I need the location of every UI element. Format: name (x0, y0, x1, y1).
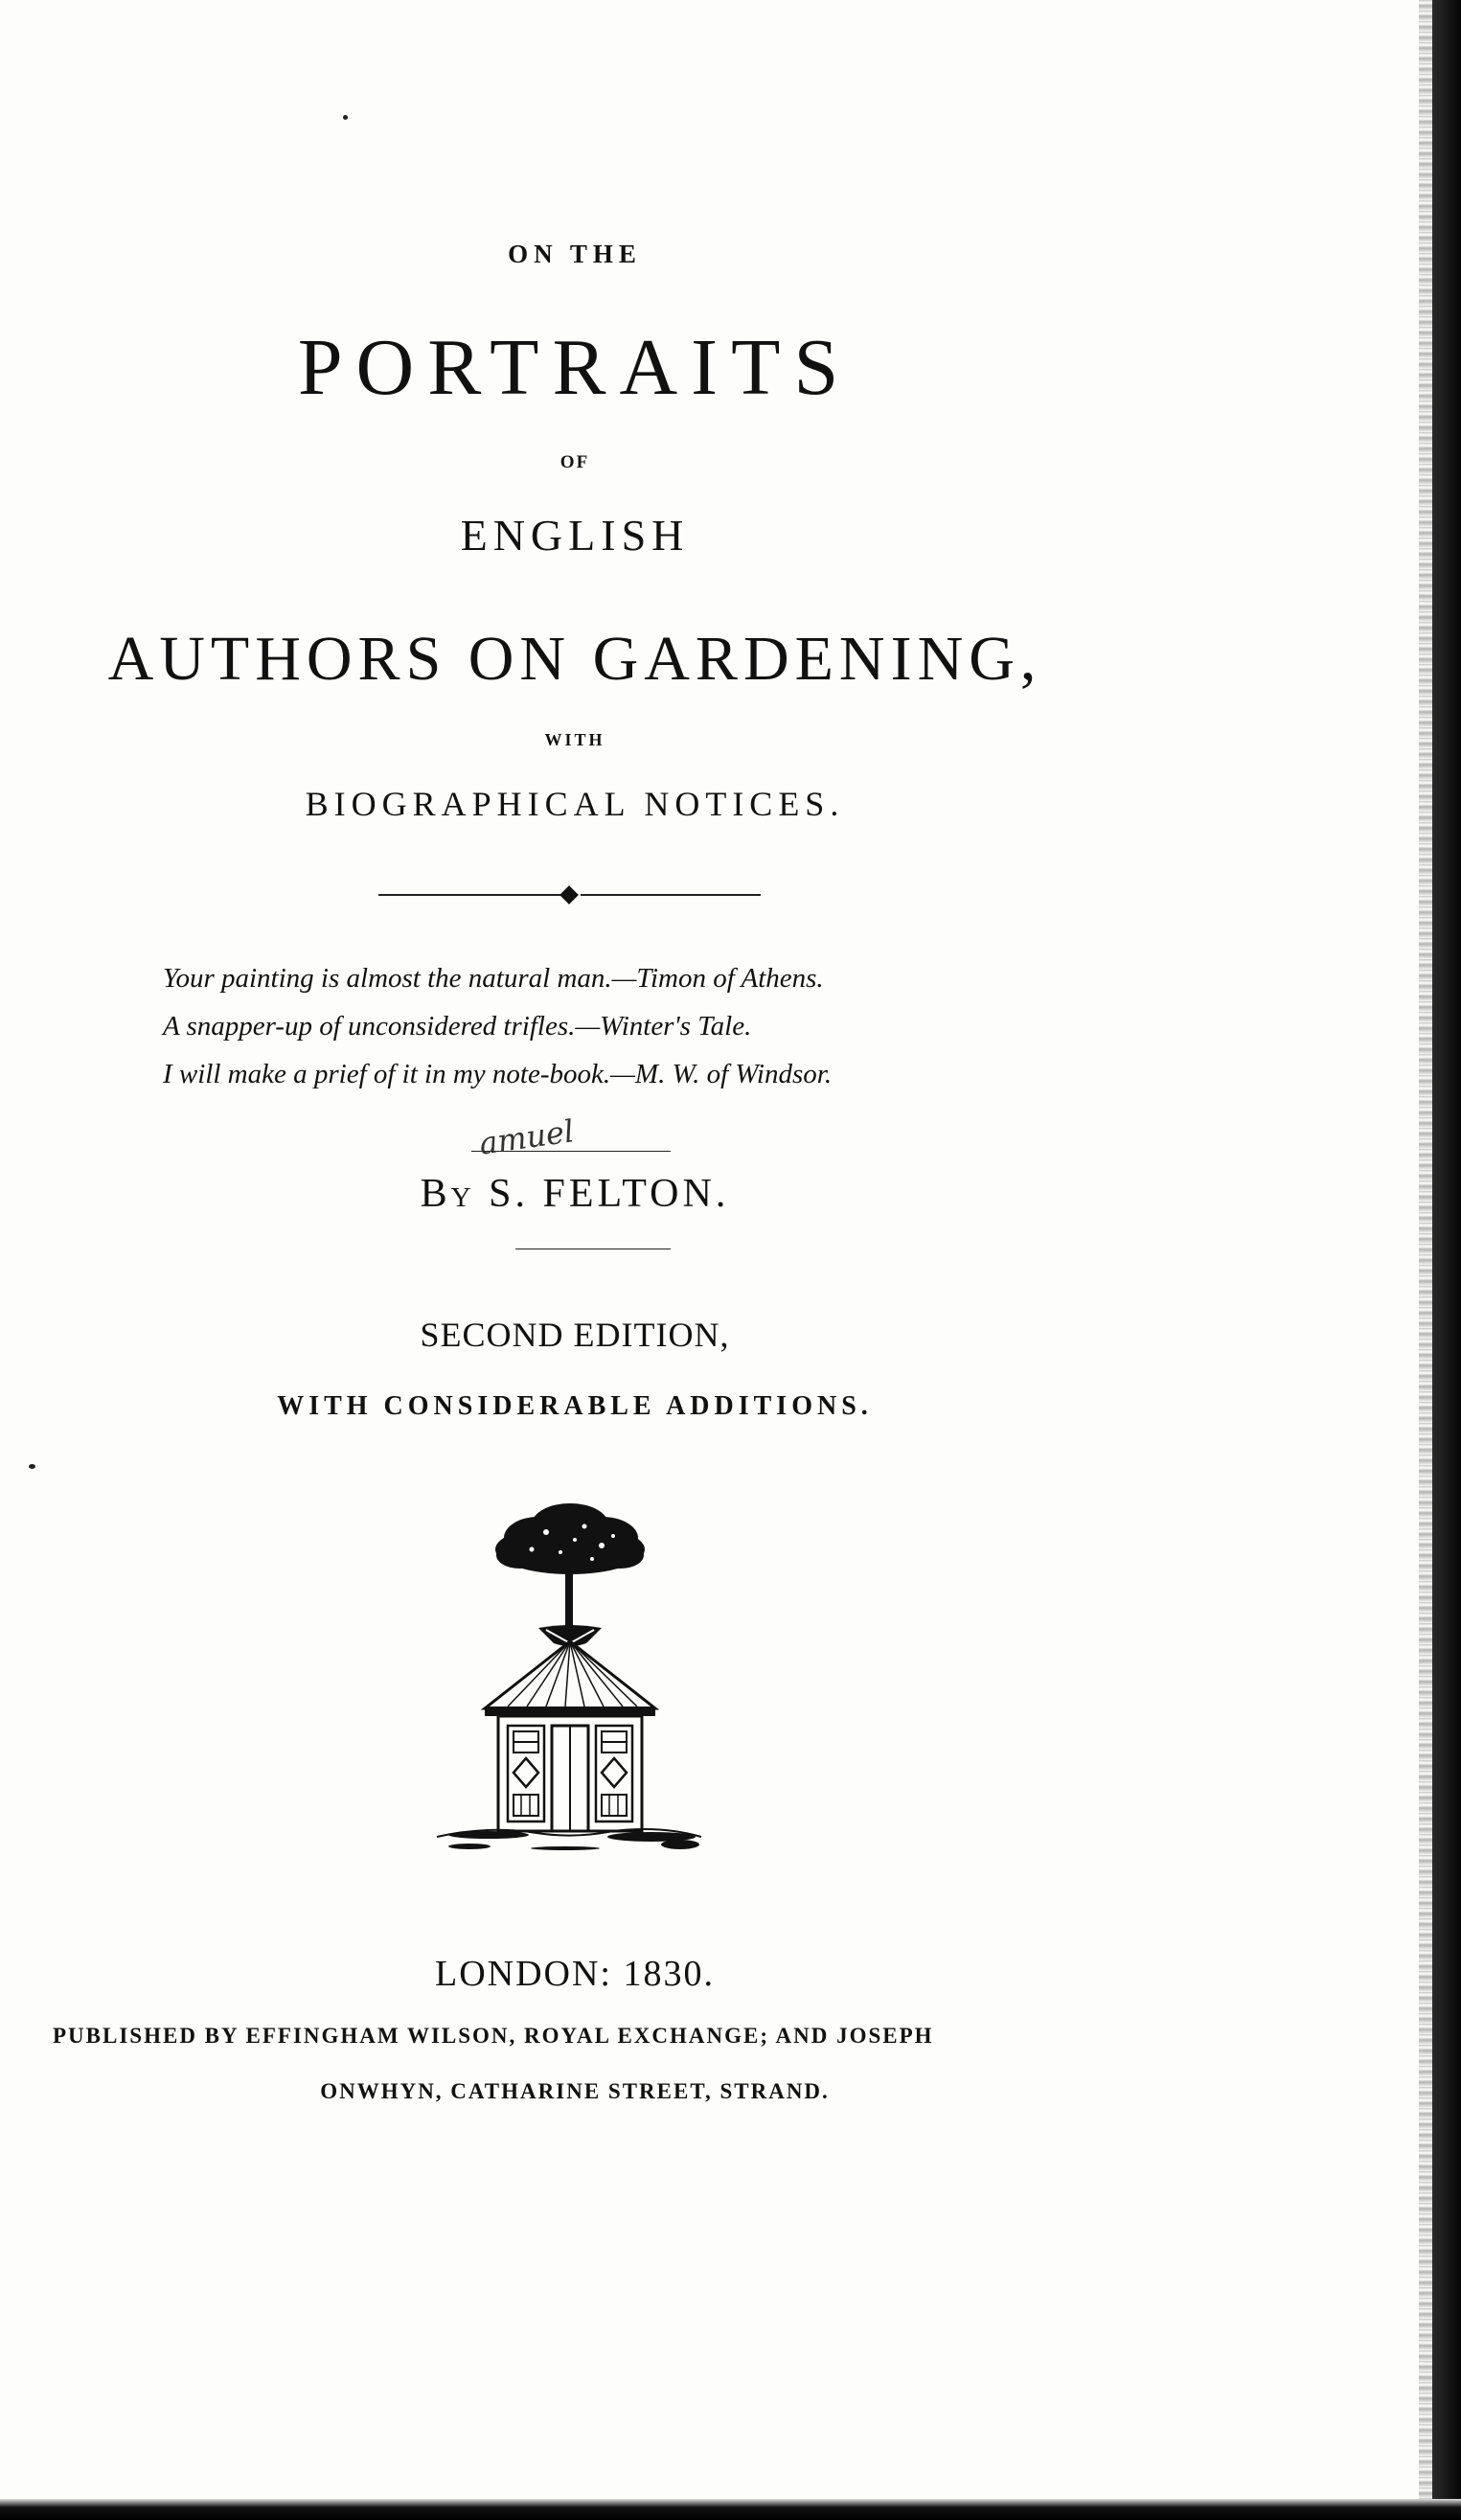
imprint-publisher-line-2: ONWHYN, CATHARINE STREET, STRAND. (320, 2079, 830, 2103)
motto-line-1: Your painting is almost the natural man.—Timon of Athens. (163, 963, 824, 994)
garden-pavilion-with-tree-icon (431, 1500, 709, 1873)
title-authors-on-gardening: AUTHORS ON GARDENING, (107, 624, 1042, 694)
ornament-diamond-icon (559, 885, 579, 905)
title-of: OF (559, 452, 590, 472)
title-english: ENGLISH (460, 511, 690, 560)
author-name: S. FELTON. (489, 1172, 730, 1216)
ink-speck (29, 1464, 35, 1469)
imprint-place-date: LONDON: 1830. (435, 1954, 715, 1994)
motto-line-3: I will make a prief of it in my note-book.—M. W. of Windsor. (163, 1059, 833, 1089)
page-edge-right (1432, 0, 1461, 2520)
author-by: By (420, 1172, 475, 1216)
title-with: WITH (544, 730, 605, 749)
page-edge-bottom (0, 2499, 1461, 2520)
edition-line-1: SECOND EDITION, (420, 1316, 730, 1354)
ornament-rule-left (378, 894, 560, 896)
imprint-publisher-line-1: PUBLISHED BY EFFINGHAM WILSON, ROYAL EXCHANGE; AND JOSEPH (53, 2024, 934, 2048)
ornament-rule-right (581, 894, 761, 896)
handwritten-annotation: amuel (476, 1112, 577, 1162)
motto-line-2: A snapper-up of unconsidered trifles.—Winter's Tale. (163, 1011, 752, 1042)
title-biographical-notices: BIOGRAPHICAL NOTICES. (305, 785, 845, 823)
title-on-the: ON THE (508, 240, 642, 268)
author-byline (345, 1171, 805, 1217)
edition-line-2: WITH CONSIDERABLE ADDITIONS. (277, 1391, 873, 1421)
title-portraits: PORTRAITS (297, 323, 853, 412)
ink-speck (343, 115, 348, 120)
page-edge-shadow (1419, 0, 1432, 2520)
